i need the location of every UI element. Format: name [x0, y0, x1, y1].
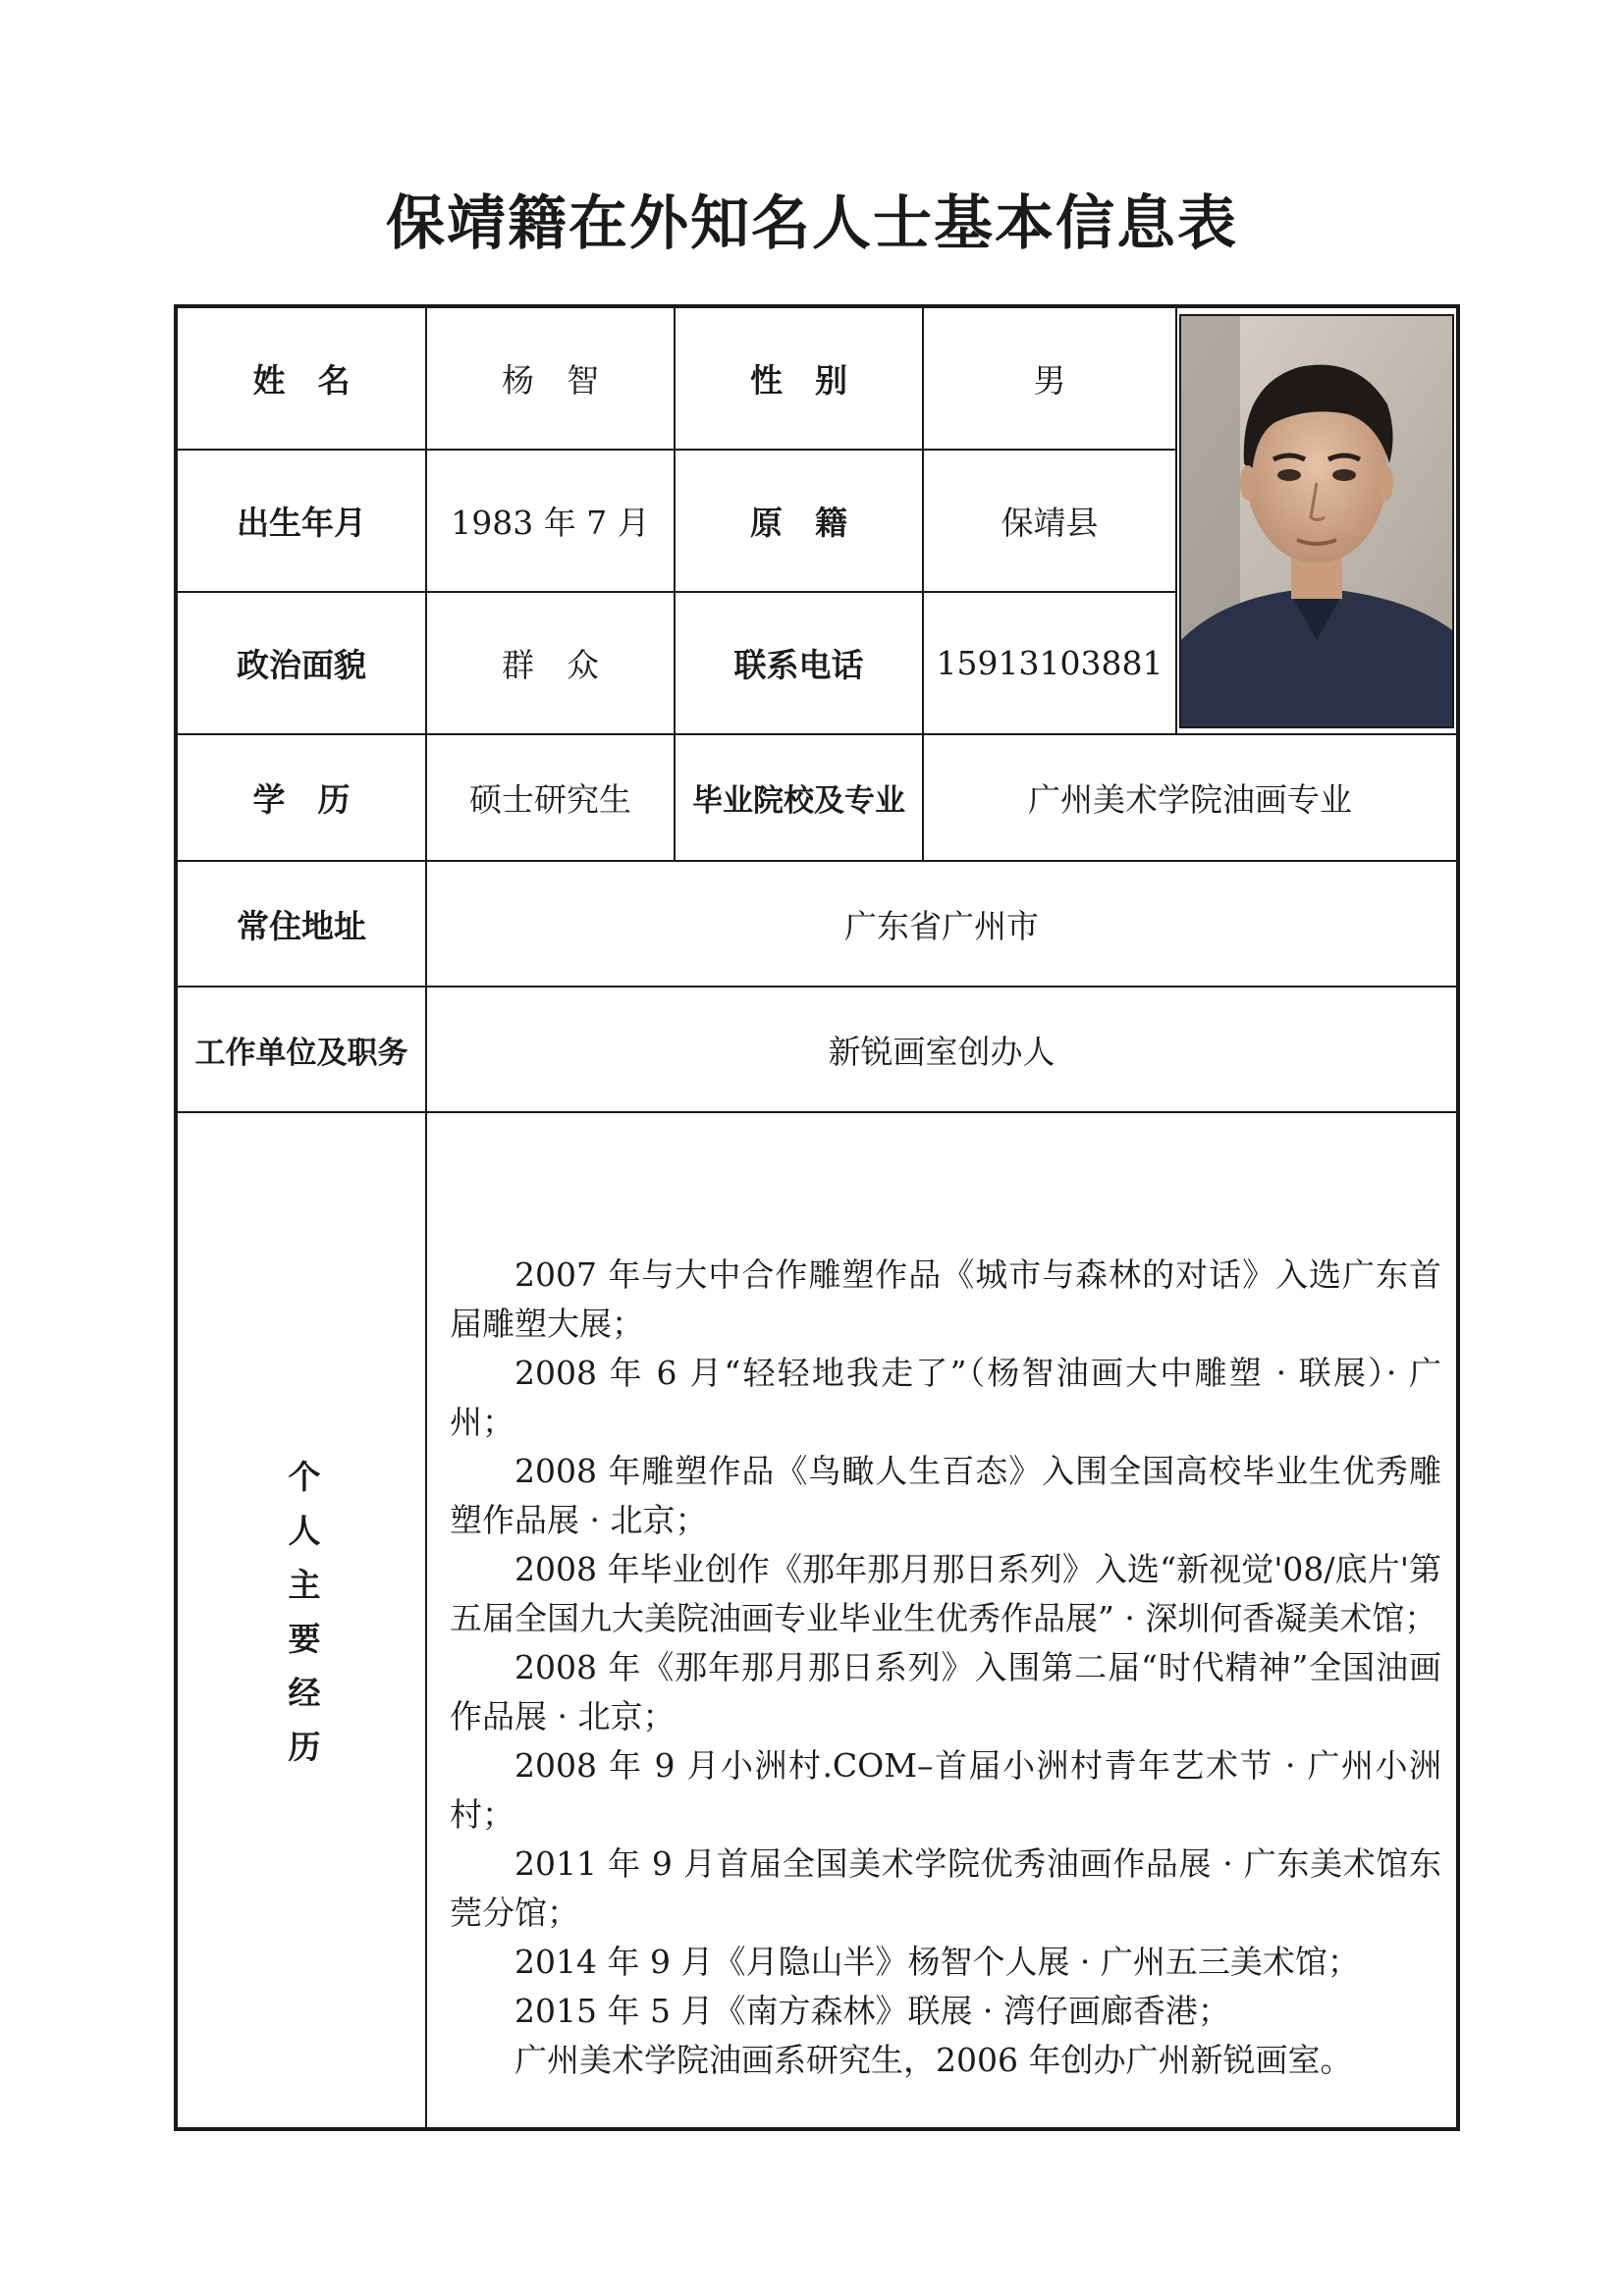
- phone-label: 联系电话: [733, 646, 864, 684]
- school-label: 毕业院校及专业: [692, 783, 905, 819]
- address-value: 广东省广州市: [844, 906, 1039, 945]
- education-label: 学 历: [252, 780, 351, 819]
- gender-label: 性 别: [750, 361, 847, 400]
- portrait-image: [1181, 316, 1452, 726]
- experience-item: 2008 年雕塑作品《鸟瞰人生百态》入围全国高校毕业生优秀雕塑作品展 · 北京；: [450, 1452, 1441, 1539]
- work-value: 新锐画室创办人: [828, 1032, 1056, 1071]
- address-label: 常住地址: [237, 906, 366, 945]
- portrait-photo: [1179, 314, 1454, 728]
- experience-label: 个人主要经历: [283, 1459, 322, 1784]
- experience-item: 2011 年 9 月首届全国美术学院优秀油画作品展 · 广东美术馆东莞分馆；: [450, 1844, 1441, 1932]
- experience-list: [450, 1251, 1441, 2085]
- column-divider: [1175, 308, 1177, 735]
- political-label: 政治面貌: [237, 646, 366, 684]
- work-label: 工作单位及职务: [194, 1035, 408, 1071]
- experience-label-cell: [178, 1111, 427, 2131]
- name-label: 姓 名: [252, 361, 351, 400]
- experience-item: 2007 年与大中合作雕塑作品《城市与森林的对话》入选广东首届雕塑大展；: [450, 1255, 1441, 1343]
- experience-item: 2015 年 5 月《南方森林》联展 · 湾仔画廊香港；: [514, 1992, 1230, 2030]
- birth-label: 出生年月: [237, 504, 366, 542]
- political-value: 群 众: [502, 646, 599, 684]
- school-value: 广州美术学院油画专业: [1028, 780, 1352, 819]
- gender-value: 男: [1033, 361, 1066, 400]
- experience-item: 广州美术学院油画系研究生，2006 年创办广州新锐画室。: [514, 2041, 1353, 2079]
- education-value: 硕士研究生: [469, 780, 631, 819]
- experience-item: 2008 年 6 月“轻轻地我走了”（杨智油画大中雕塑 · 联展）· 广州；: [450, 1354, 1441, 1441]
- experience-item: 2014 年 9 月《月隐山半》杨智个人展 · 广州五三美术馆；: [514, 1943, 1360, 1981]
- info-table: [174, 304, 1460, 2131]
- phone-value: 15913103881: [936, 644, 1164, 682]
- experience-item: 2008 年 9 月小洲村.COM–首届小洲村青年艺术节 · 广州小洲村；: [450, 1746, 1441, 1834]
- origin-label: 原 籍: [750, 504, 847, 542]
- name-value: 杨 智: [502, 361, 599, 400]
- experience-item: 2008 年《那年那月那日系列》入围第二届“时代精神”全国油画作品展 · 北京；: [450, 1648, 1441, 1735]
- page-title: 保靖籍在外知名人士基本信息表: [386, 189, 1238, 258]
- origin-value: 保靖县: [1001, 504, 1099, 542]
- birth-value: 1983 年 7 月: [451, 504, 650, 542]
- experience-item: 2008 年毕业创作《那年那月那日系列》入选“新视觉'08/底片'第五届全国九大美院油画专业毕业生优秀作品展” · 深圳何香凝美术馆；: [450, 1550, 1441, 1637]
